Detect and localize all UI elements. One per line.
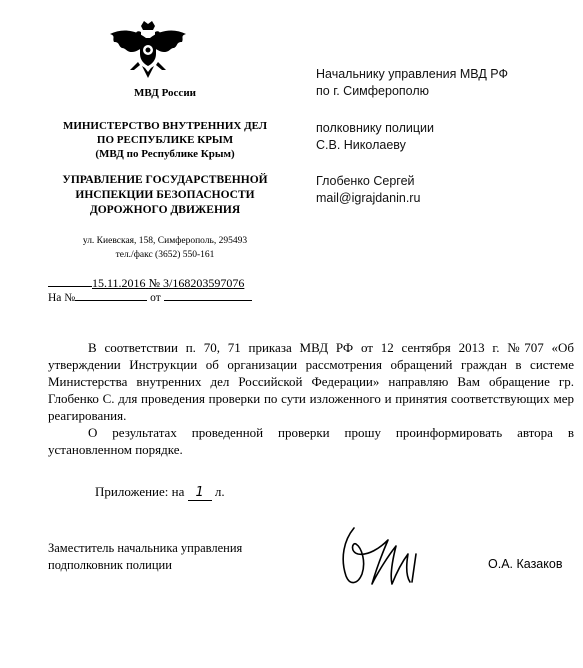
emblem-title: МВД России xyxy=(133,87,196,99)
attachment-line xyxy=(95,484,225,501)
sender-name: Глобенко Сергей xyxy=(316,174,415,188)
recipient-line-1: Начальнику управления МВД РФ xyxy=(316,67,508,81)
reply-reference-line xyxy=(48,289,268,304)
sender-email: mail@igrajdanin.ru xyxy=(316,191,421,205)
underline-blank xyxy=(164,289,252,301)
handwritten-signature xyxy=(332,518,462,598)
body-paragraph-1: В соответствии п. 70, 71 приказа МВД РФ от 12 сентября 2013 г. №707 «Об утверждении Инструкции об организации рассмотрения обращений граждан в системе Министерства внутренних дел Российской Федерации» направляю Вам обращение гр. Глобенко С. для проведения проверки по сути изложенного и принятия соответствующих мер реагирования. xyxy=(48,340,574,423)
signer-name: О.А. Казаков xyxy=(488,557,563,571)
recipient-rank-block xyxy=(316,120,434,154)
registration-number: № 3/168203597076 xyxy=(148,276,245,290)
reply-ref-from: от xyxy=(150,292,161,304)
attachment-label: Приложение: на xyxy=(95,484,185,499)
registration-date: 15.11.2016 xyxy=(92,276,146,290)
department-address xyxy=(40,234,290,262)
department-line-1: УПРАВЛЕНИЕ ГОСУДАРСТВЕННОЙ xyxy=(62,174,268,186)
recipient-line-2: по г. Симферополю xyxy=(316,84,430,98)
underline-blank xyxy=(75,289,147,301)
double-headed-eagle-emblem-icon xyxy=(108,20,188,82)
department-name xyxy=(40,173,290,218)
ministry-name xyxy=(40,119,290,161)
ministry-line-1: МИНИСТЕРСТВО ВНУТРЕННИХ ДЕЛ xyxy=(62,120,268,132)
signer-position-line-1: Заместитель начальника управления xyxy=(48,541,243,555)
attachment-unit: л. xyxy=(214,484,225,499)
ministry-line-2: ПО РЕСПУБЛИКЕ КРЫМ xyxy=(96,134,234,146)
department-line-2: ИНСПЕКЦИИ БЕЗОПАСНОСТИ xyxy=(75,189,255,201)
attachment-count: 1 xyxy=(188,485,212,501)
recipient-block xyxy=(316,66,508,100)
department-line-3: ДОРОЖНОГО ДВИЖЕНИЯ xyxy=(89,204,241,216)
underline-blank xyxy=(48,275,92,287)
signer-position-line-2: подполковник полиции xyxy=(48,558,172,572)
body-paragraph-2: О результатах проведенной проверки прошу проинформировать автора в установленном порядке. xyxy=(48,425,574,457)
recipient-line-4: С.В. Николаеву xyxy=(316,138,406,152)
reply-ref-label: На № xyxy=(48,292,76,304)
address-line: ул. Киевская, 158, Симферополь, 295493 xyxy=(82,236,248,246)
letter-body xyxy=(48,339,574,458)
ministry-line-3: (МВД по Республике Крым) xyxy=(95,148,235,160)
recipient-line-3: полковнику полиции xyxy=(316,121,435,135)
signer-position xyxy=(48,540,242,574)
sender-block xyxy=(316,173,420,207)
phone-line: тел./факс (3652) 550-161 xyxy=(115,250,215,260)
